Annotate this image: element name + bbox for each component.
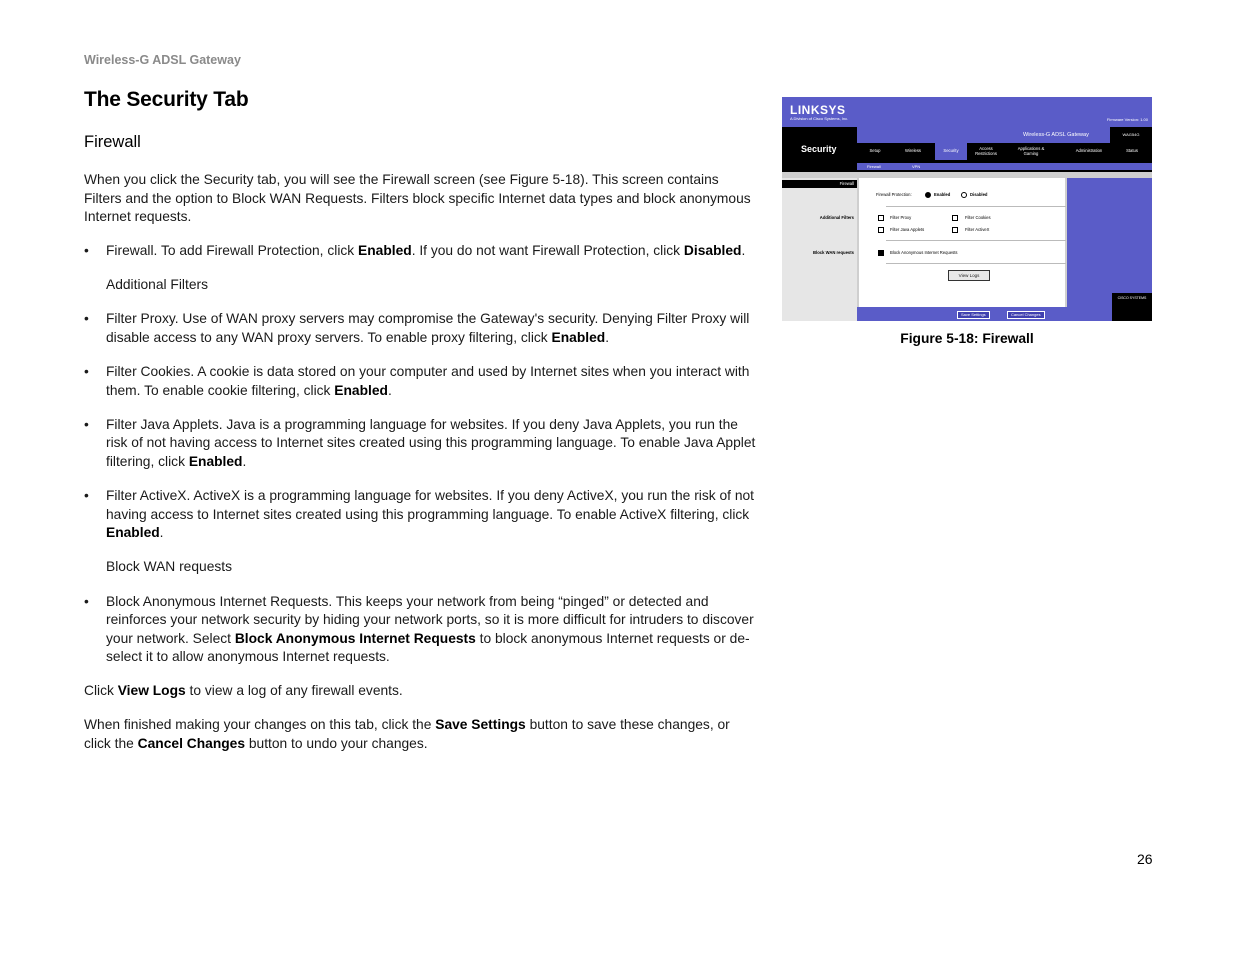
subtab-strip (857, 163, 1152, 170)
bold-term: Cancel Changes (137, 736, 246, 752)
text: Filter Proxy. Use of WAN proxy servers may compromise the Gateway's security. Denying Filter Proxy will disable access to any WAN proxy servers. To enable proxy filtering, click (106, 311, 750, 346)
view-logs-paragraph (84, 682, 759, 701)
tab-wireless[interactable]: Wireless (904, 148, 922, 153)
section-title: Security (801, 144, 837, 154)
text: Block Anonymous Internet Requests. This keeps your network from being “pinged” or detected and reinforces your network security by hiding your network ports, so it is more difficult for intruders to discover your network. Select (106, 593, 754, 646)
tab-access-restrictions[interactable]: Access Restrictions (975, 146, 997, 156)
checkbox-filter-java[interactable] (878, 227, 884, 233)
additional-filters-label: Additional Filters (106, 277, 208, 293)
checkbox-filter-proxy[interactable] (878, 215, 884, 221)
model-number: WAG54G (1110, 127, 1152, 143)
text: button to undo your changes. (245, 736, 428, 752)
subtab-firewall[interactable]: Firewall (867, 164, 881, 169)
cancel-changes-button[interactable]: Cancel Changes (1007, 311, 1045, 319)
section-heading: Firewall (84, 133, 141, 151)
bullet-filter-activex (84, 487, 759, 543)
block-anonymous-label: Block Anonymous Internet Requests (890, 250, 958, 255)
linksys-logo: LINKSYS (790, 103, 846, 117)
firewall-screenshot-figure (782, 97, 1152, 321)
filter-proxy-label: Filter Proxy (890, 215, 912, 220)
cisco-logo-text: CISCO SYSTEMS (1117, 296, 1147, 300)
bold-term: View Logs (117, 683, 186, 699)
radio-enabled[interactable] (925, 192, 931, 198)
bullet-block-anonymous (84, 593, 759, 667)
bullet-dot: • (84, 311, 89, 327)
bullet-dot: • (84, 416, 89, 432)
footer-bar (857, 307, 1067, 321)
filter-cookies-label: Filter Cookies (965, 215, 991, 220)
product-name: Wireless-G ADSL Gateway (1023, 132, 1089, 138)
tab-security[interactable]: Security (943, 148, 959, 153)
section-panel (782, 127, 857, 172)
bold-term: Save Settings (435, 717, 526, 733)
text: Filter Java Applets. Java is a programming language for websites. If you deny Java Applets, you run the risk of not having access to Internet sites created using this programming language. To enable Java Applet filtering, click (106, 416, 756, 470)
radio-enabled-label: Enabled (934, 192, 951, 197)
tab-bar (857, 143, 1152, 160)
bullet-filter-java (84, 416, 759, 472)
text: When finished making your changes on this tab, click the (84, 717, 436, 733)
tab-administration[interactable]: Administration (1075, 148, 1103, 153)
radio-disabled-label: Disabled (970, 192, 988, 197)
logo-subtitle: A Division of Cisco Systems, Inc. (790, 116, 849, 121)
figure-caption: Figure 5-18: Firewall (900, 331, 1034, 346)
bold-term: Enabled (188, 454, 243, 470)
divider (886, 263, 1066, 264)
subtab-bar (857, 160, 1152, 172)
bullet-dot: • (84, 243, 89, 259)
bullet-filter-cookies (84, 363, 759, 400)
save-settings-button[interactable]: Save Settings (957, 311, 990, 319)
finish-paragraph (84, 716, 759, 753)
text: Click (84, 683, 118, 699)
firewall-protection-label: Firewall Protection: (876, 192, 912, 197)
left-label-additional-filters: Additional Filters (819, 215, 854, 220)
bold-term: Disabled (683, 243, 742, 259)
divider (886, 206, 1066, 207)
left-label-block-wan: Block WAN requests (813, 250, 854, 255)
text: . (741, 243, 746, 259)
text: Filter ActiveX. ActiveX is a programming language for websites. If you deny ActiveX, you run the risk of not having access to Internet sites created using this programming language. To enable ActiveX filtering, click (106, 488, 755, 522)
figure-top-bar (782, 97, 1152, 127)
bold-term: Enabled (106, 525, 160, 541)
tab-applications-gaming[interactable]: Applications & Gaming (1017, 146, 1045, 156)
text: . (159, 525, 164, 541)
bullet-dot: • (84, 593, 89, 609)
filter-activex-label: Filter ActiveX (965, 227, 990, 232)
product-bar (857, 127, 1152, 143)
bold-term: Enabled (551, 330, 606, 346)
checkbox-block-anonymous[interactable] (878, 250, 884, 256)
text: . (605, 330, 610, 346)
left-label-firewall: Firewall (782, 180, 857, 188)
page-title: The Security Tab (84, 88, 249, 111)
running-head: Wireless-G ADSL Gateway (84, 53, 241, 67)
text: . If you do not want Firewall Protection, click (411, 243, 684, 259)
bullet-dot: • (84, 488, 89, 504)
text: . (387, 382, 392, 398)
cisco-logo (1112, 293, 1152, 321)
bold-term: Enabled (358, 243, 412, 259)
block-wan-label: Block WAN requests (106, 559, 232, 575)
text: Firewall. To add Firewall Protection, click (106, 243, 359, 259)
bold-term: Block Anonymous Internet Requests (234, 630, 476, 646)
body-text (84, 171, 759, 754)
checkbox-filter-cookies[interactable] (952, 215, 958, 221)
text: to view a log of any firewall events. (185, 683, 403, 699)
bullet-firewall (84, 242, 759, 261)
intro-paragraph: When you click the Security tab, you will see the Firewall screen (see Figure 5-18). This screen contains Filters and the option to Block WAN Requests. Filters block specific Internet data types and block anonymous Internet requests. (84, 172, 751, 225)
firmware-version: Firmware Version: 1.00 (1106, 117, 1148, 122)
text: . (242, 454, 247, 470)
checkbox-filter-activex[interactable] (952, 227, 958, 233)
view-logs-button[interactable]: View Logs (948, 270, 990, 281)
divider (886, 240, 1066, 241)
tab-status[interactable]: Status (1126, 148, 1138, 153)
subtab-vpn[interactable]: VPN (912, 164, 921, 169)
bullet-filter-proxy (84, 310, 759, 347)
text: Filter Cookies. A cookie is data stored on your computer and used by Internet sites when you interact with them. To enable cookie filtering, click (106, 364, 750, 398)
text: button to save these changes, or click the (84, 717, 730, 752)
bold-term: Enabled (334, 382, 388, 398)
filter-java-label: Filter Java Applets (890, 227, 925, 232)
text: to block anonymous Internet requests or de-select it to allow anonymous Internet requests. (106, 630, 750, 665)
radio-disabled[interactable] (961, 192, 967, 198)
bullet-dot: • (84, 364, 89, 380)
page-number: 26 (1137, 851, 1153, 867)
tab-setup[interactable]: Setup (869, 148, 881, 153)
